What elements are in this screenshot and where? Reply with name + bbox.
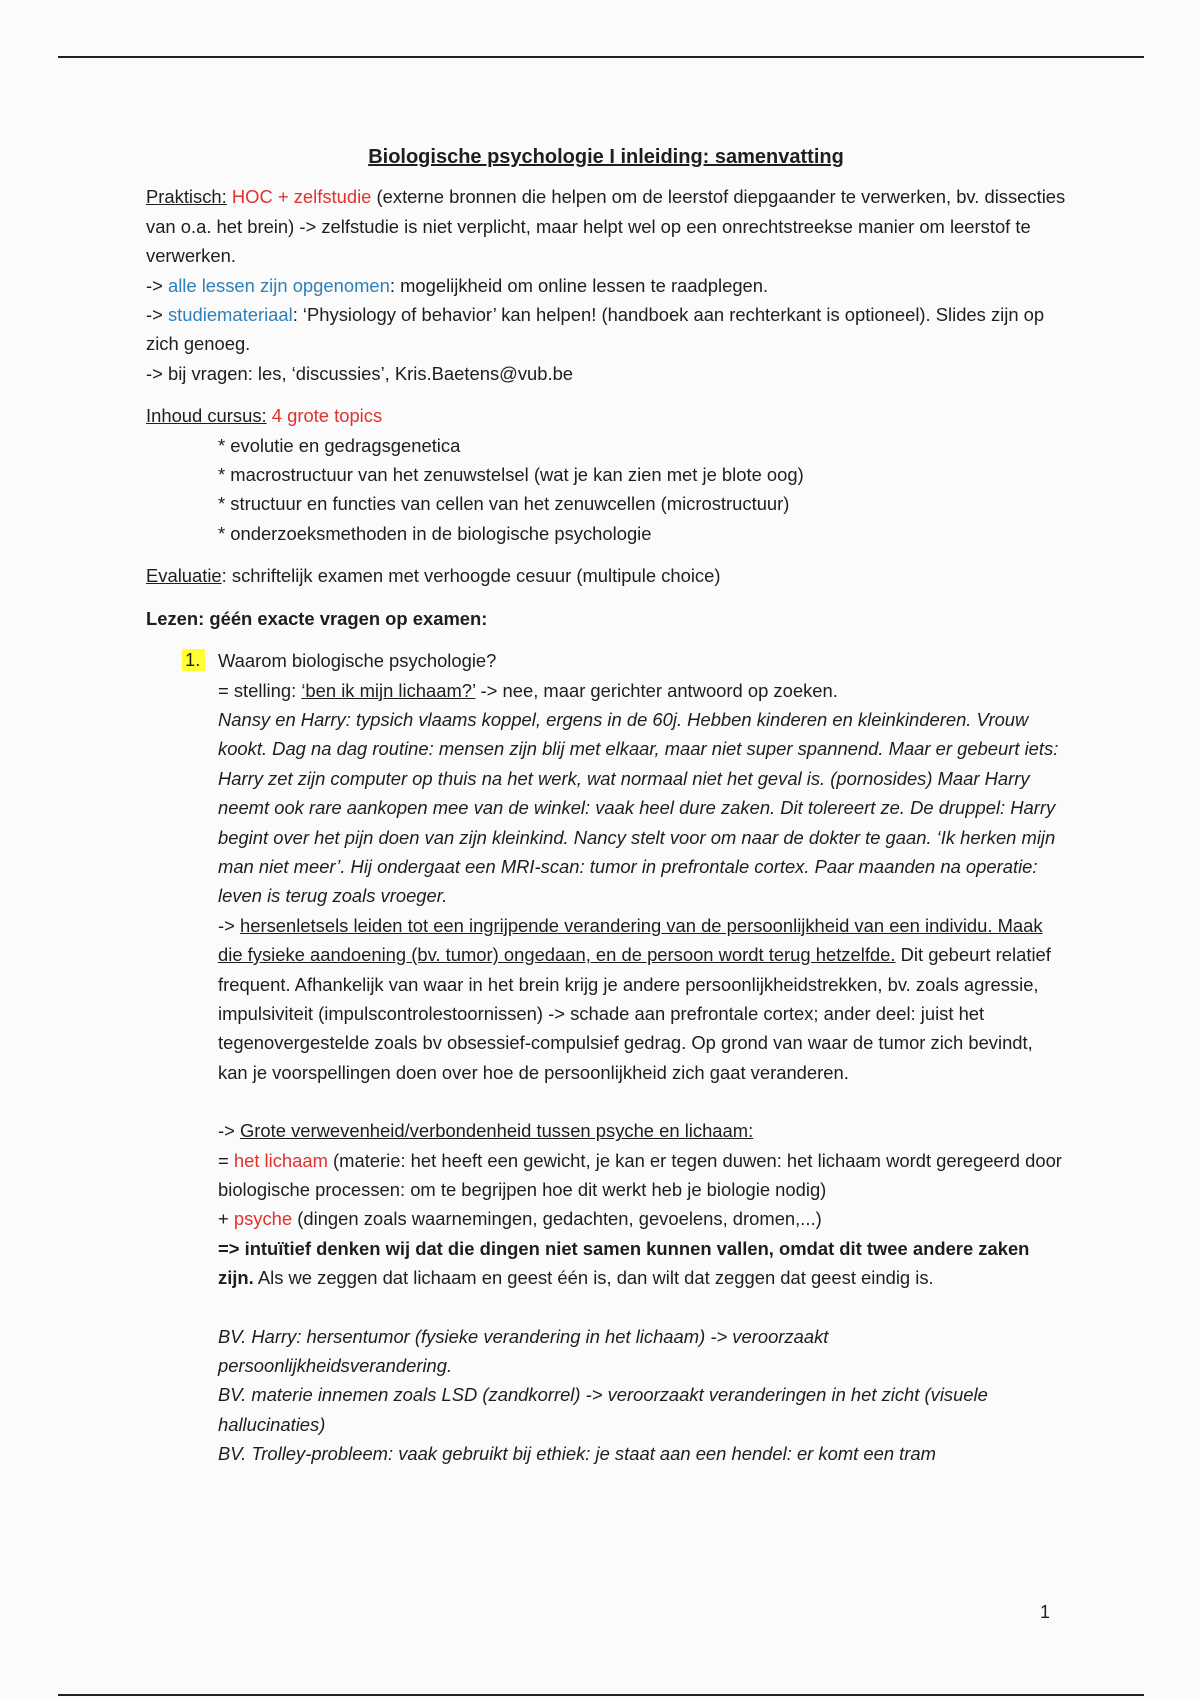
intuitief-text: Als we zeggen dat lichaam en geest één is, dan wilt dat zeggen dat geest eindig is. [253,1267,934,1289]
praktisch-material-line [146,300,1066,359]
arrow-prefix: -> [146,274,168,296]
studiemateriaal-link: studiemateriaal [167,304,293,326]
evaluatie-line [146,561,1066,590]
studiemateriaal-text: : ‘Physiology of behavior’ kan helpen! (handboek aan rechterkant is optioneel). Slides zijn op zich genoeg. [146,304,1045,355]
inhoud-section [146,401,1066,548]
inhoud-heading [146,401,1066,430]
spacer [218,1293,1066,1322]
inhoud-label: Inhoud cursus: [146,405,267,427]
psyche-text: (dingen zoals waarnemingen, gedachten, gevoelens, dromen,...) [292,1208,822,1230]
top-rule [58,56,1144,58]
recordings-text: : mogelijkheid om online lessen te raadplegen. [389,274,769,296]
plus-prefix: + [218,1208,234,1230]
praktisch-text: (externe bronnen die helpen om de leerstof diepgaander te verwerken, bv. dissecties van o.a. het brein) -> zelfstudie is niet verplicht, maar helpt wel op een onrechtstreekse manier om leerstof te verwerken. [146,186,1066,267]
verwevenheid-text: Grote verwevenheid/verbondenheid tussen psyche en lichaam: [239,1120,754,1142]
conclusion-underlined: hersenletsels leiden tot een ingrijpende verandering van de persoonlijkheid van een individu. Maak die fysieke aandoening (bv. tumor) ongedaan, en de persoon wordt terug hetzelfde. [218,914,1043,966]
arrow-prefix: -> [146,304,168,326]
stelling-line [218,676,1066,705]
list-item: * evolutie en gedragsgenetica [218,434,461,456]
verwevenheid-heading [218,1116,1066,1145]
lichaam-term: het lichaam [233,1149,328,1171]
intuitief-line [218,1234,1066,1293]
section-1 [146,646,1066,1469]
praktisch-recordings-line [146,271,1066,300]
stelling-question: ‘ben ik mijn lichaam?’ [301,679,476,701]
section-1-heading [146,646,1066,675]
evaluatie-label: Evaluatie [146,565,222,587]
evaluatie-text: : schriftelijk examen met verhoogde cesuur (multipule choice) [221,565,721,587]
document-title [146,143,1066,172]
lichaam-text: (materie: het heeft een gewicht, je kan er tegen duwen: het lichaam wordt geregeerd door biologische processen: om te begrijpen hoe dit werkt heb je biologie nodig) [218,1149,1062,1200]
praktisch-paragraph [146,182,1066,270]
stelling-suffix: -> nee, maar gerichter antwoord op zoeken. [475,679,838,701]
list-item: * onderzoeksmethoden in de biologische psychologie [218,522,652,544]
list-item: * structuur en functies van cellen van het zenuwcellen (microstructuur) [218,493,790,515]
list-item: * macrostructuur van het zenuwstelsel (wat je kan zien met je blote oog) [218,464,804,486]
praktisch-highlight: HOC + zelfstudie [231,186,372,208]
title-text: Biologische psychologie I inleiding: samenvatting [368,146,844,168]
praktisch-label: Praktisch: [146,186,227,208]
intuitief-bold: => intuïtief denken wij dat die dingen niet samen kunnen vallen, omdat dit twee andere zaken zijn. [218,1237,1030,1289]
praktisch-section [146,182,1066,388]
lezen-heading: Lezen: géén exacte vragen op examen: [146,607,488,629]
lichaam-line [218,1146,1066,1205]
equals-prefix: = [218,1149,234,1171]
stelling-prefix: = stelling: [218,679,302,701]
section-1-title: Waarom biologische psychologie? [218,650,497,672]
section-1-body [146,676,1066,1469]
psyche-term: psyche [233,1208,293,1230]
example-line: BV. Trolley-probleem: vaak gebruikt bij ethiek: je staat aan een hendel: er komt een tram [218,1443,936,1465]
section-number-badge: 1. [182,649,205,671]
arrow-prefix: -> [218,1120,240,1142]
page-number: 1 [1040,1602,1051,1622]
example-line: BV. Harry: hersentumor (fysieke verandering in het lichaam) -> veroorzaakt persoonlijkheidsverandering. [218,1325,829,1377]
spacer [218,1087,1066,1116]
conclusion-text: Dit gebeurt relatief frequent. Afhankelijk van waar in het brein krijg je andere persoonlijkheidstrekken, bv. zoals agressie, impulsiviteit (impulscontrolestoornissen) -> schade aan prefrontale cortex; ander deel: juist het tegenovergestelde zoals bv obsessief-compulsief gedrag. Op grond van waar de tumor zich bevindt, kan je voorspellingen doen over hoe de persoonlijkheid zich gaat veranderen. [218,944,1051,1083]
psyche-line [218,1204,1066,1233]
page-content [146,143,1066,1469]
inhoud-highlight: 4 grote topics [266,405,383,427]
praktisch-contact-line: -> bij vragen: les, ‘discussies’, Kris.Baetens@vub.be [146,362,574,384]
conclusion-paragraph [218,911,1066,1087]
topics-list [146,431,1066,549]
recordings-link: alle lessen zijn opgenomen [167,274,390,296]
example-line: BV. materie innemen zoals LSD (zandkorrel) -> veroorzaakt veranderingen in het zicht (visuele hallucinaties) [218,1384,988,1435]
bottom-rule [58,1694,1144,1696]
story-paragraph: Nansy en Harry: typsich vlaams koppel, ergens in de 60j. Hebben kinderen en kleinkinderen. Vrouw kookt. Dag na dag routine: mensen zijn blij met elkaar, maar niet super spannend. Maar er gebeurt iets: Harry zet zijn computer op thuis na het werk, wat normaal niet het geval is. (pornosides) Maar Harry neemt ook rare aankopen mee van de winkel: vaak heel dure zaken. Dit tolereert ze. De druppel: Harry begint over het pijn doen van zijn kleinkind. Nancy stelt voor om naar de dokter te gaan. ‘Ik herken mijn man niet meer’. Hij ondergaat een MRI-scan: tumor in prefrontale cortex. Paar maanden na operatie: leven is terug zoals vroeger. [218,708,1059,907]
arrow-prefix: -> [218,914,240,936]
